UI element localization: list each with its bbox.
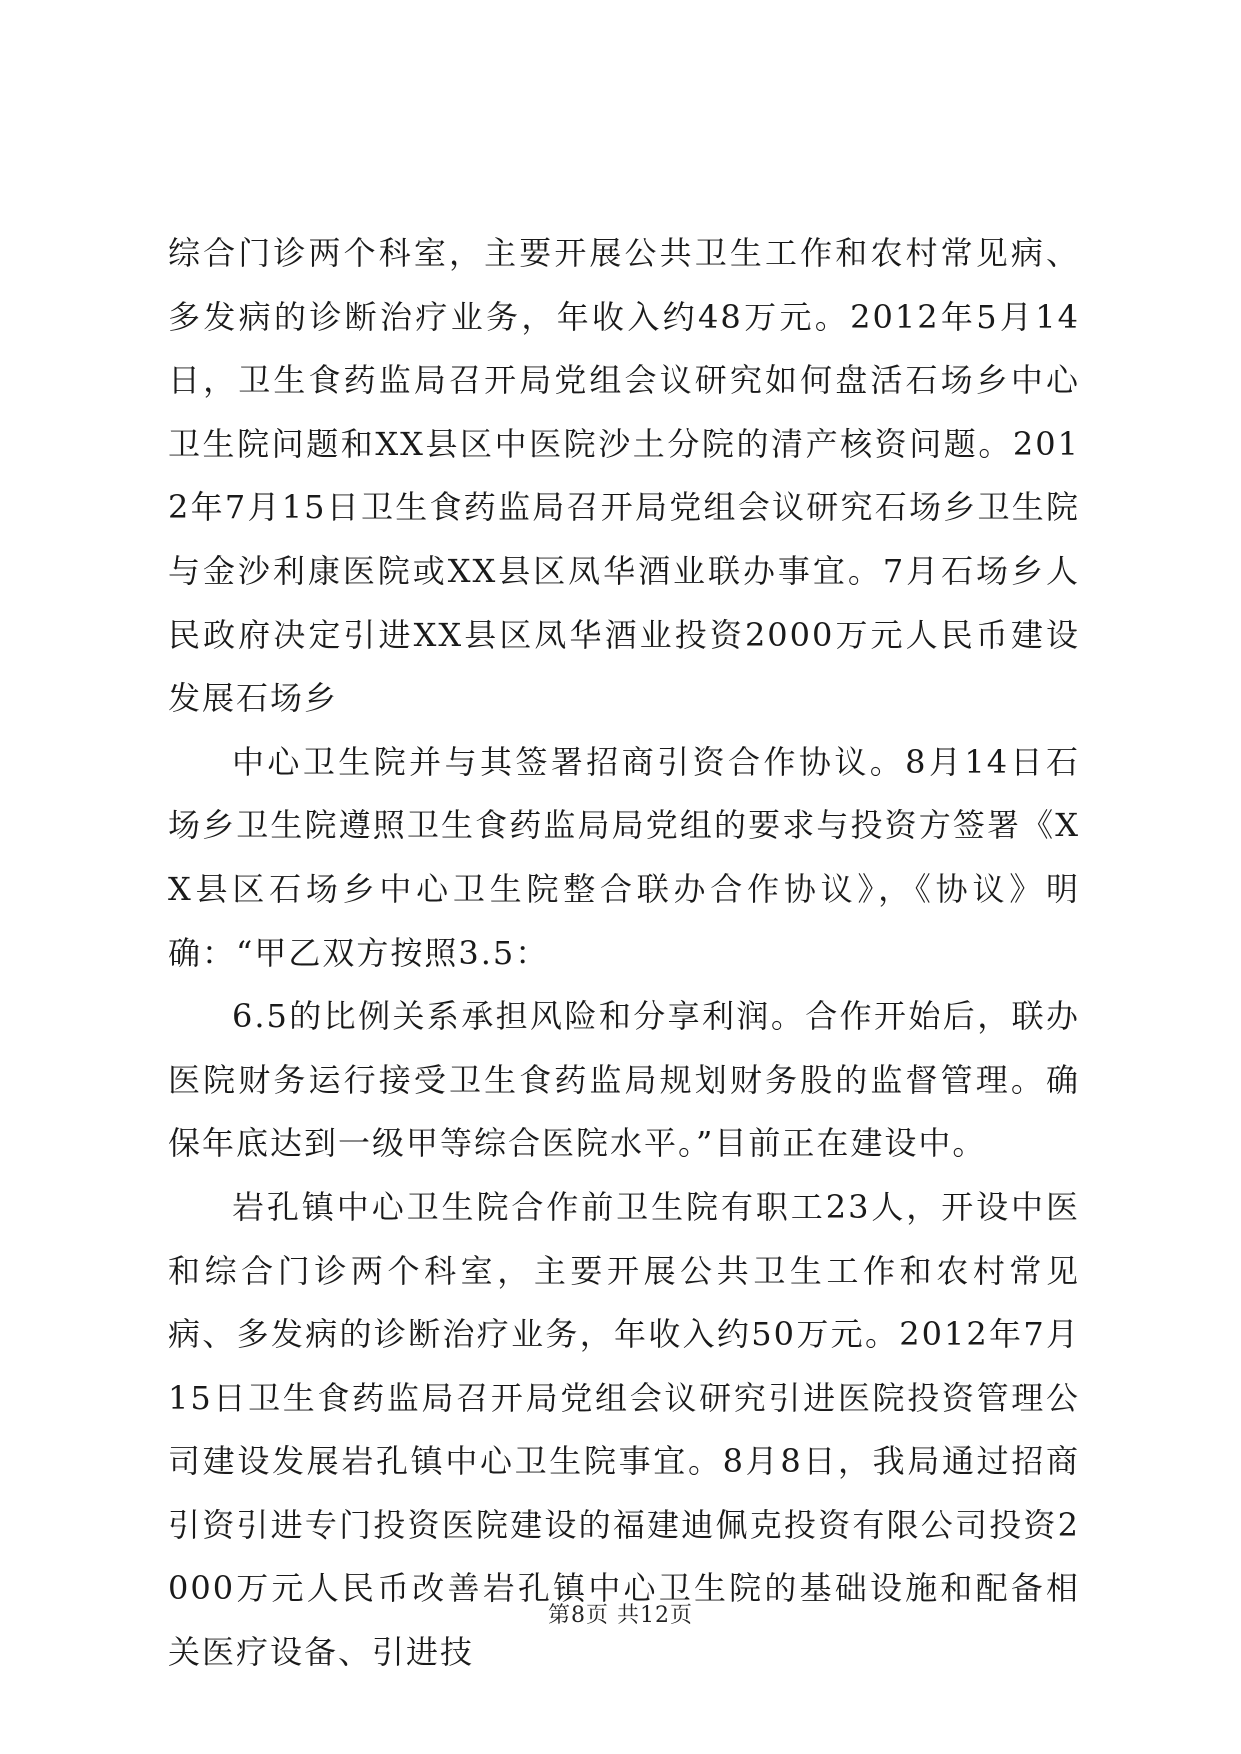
document-body xyxy=(168,222,1080,1685)
page-number-footer: 第8页 共12页 xyxy=(548,1603,693,1628)
paragraph-3: 6.5的比例关系承担风险和分享利润。合作开始后，联办医院财务运行接受卫生食药监局规划财务股的监督管理。确保年底达到一级甲等综合医院水平。”目前正在建设中。 xyxy=(168,997,1080,1163)
paragraph-4: 岩孔镇中心卫生院合作前卫生院有职工23人，开设中医和综合门诊两个科室，主要开展公共卫生工作和农村常见病、多发病的诊断治疗业务，年收入约50万元。2012年7月15日卫生食药监局召开局党组会议研究引进医院投资管理公司建设发展岩孔镇中心卫生院事宜。8月8日，我局通过招商引资引进专门投资医院建设的福建迪佩克投资有限公司投资2000万元人民币改善岩孔镇中心卫生院的基础设施和配备相关医疗设备、引进技 xyxy=(168,1187,1080,1672)
paragraph-2: 中心卫生院并与其签署招商引资合作协议。8月14日石场乡卫生院遵照卫生食药监局局党组的要求与投资方签署《XX县区石场乡中心卫生院整合联办合作协议》，《协议》明确：“甲乙双方按照3.5： xyxy=(168,742,1080,972)
paragraph-1: 综合门诊两个科室，主要开展公共卫生工作和农村常见病、多发病的诊断治疗业务，年收入约48万元。2012年5月14日，卫生食药监局召开局党组会议研究如何盘活石场乡中心卫生院问题和XX县区中医院沙土分院的清产核资问题。2012年7月15日卫生食药监局召开局党组会议研究石场乡卫生院与金沙利康医院或XX县区凤华酒业联办事宜。7月石场乡人民政府决定引进XX县区凤华酒业投资2000万元人民币建设发展石场乡 xyxy=(168,234,1080,718)
